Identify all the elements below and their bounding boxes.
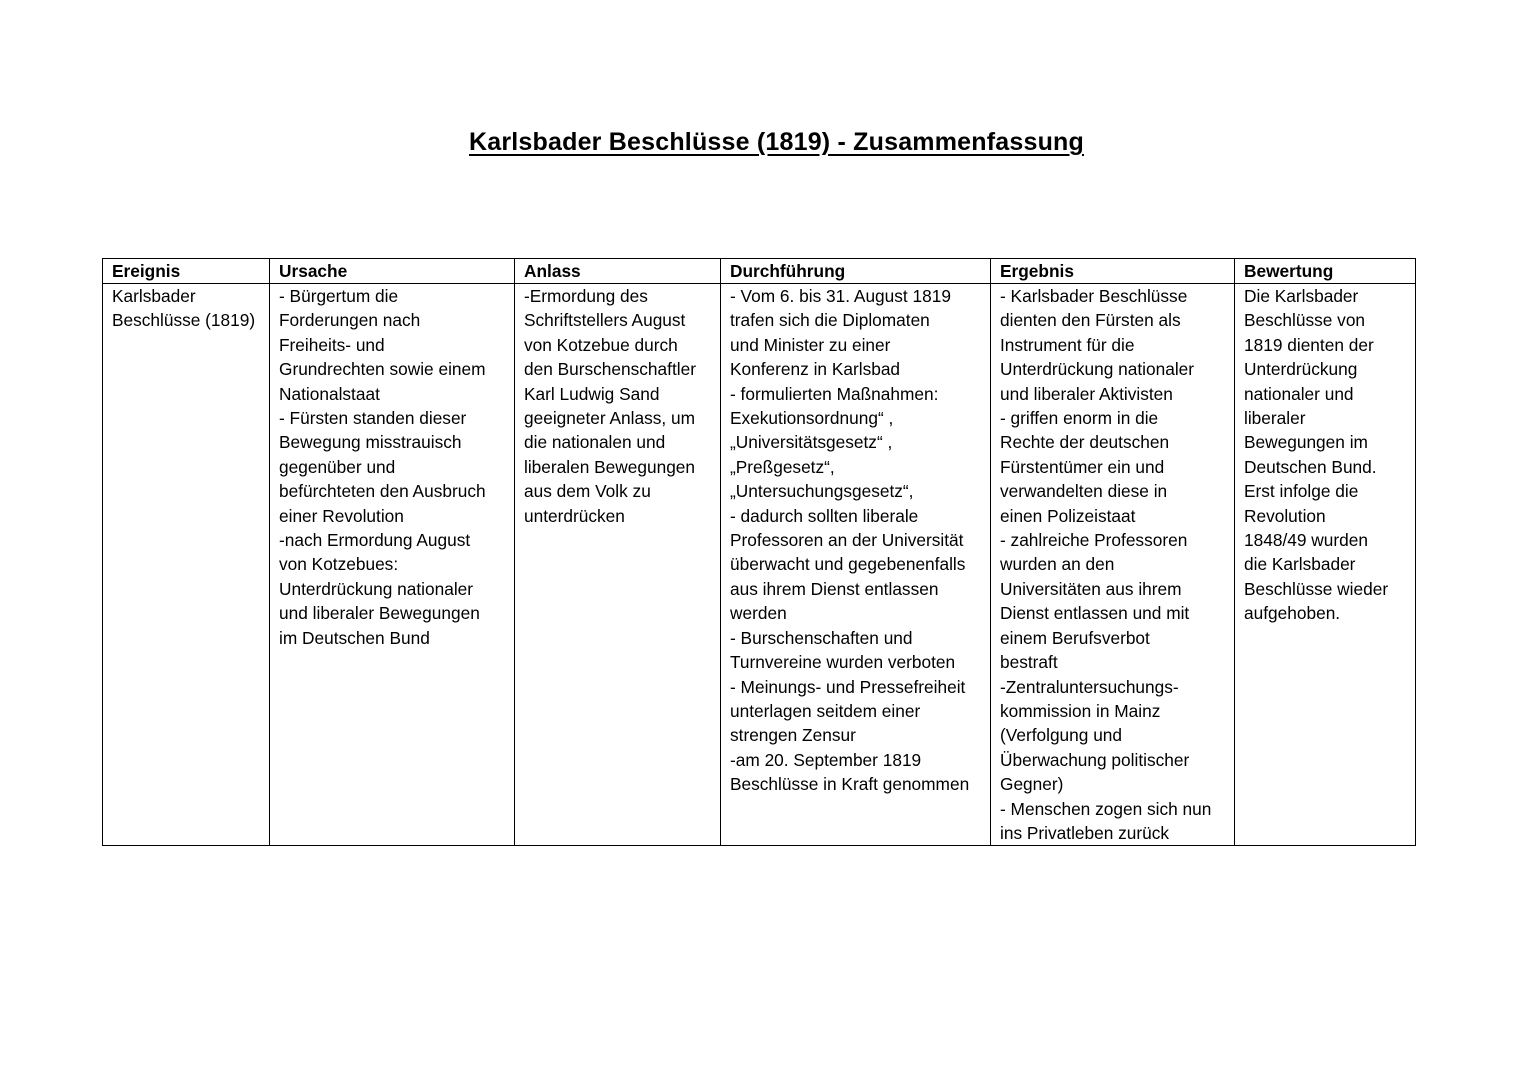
cell-line: -Zentraluntersuchungs- [1000,676,1179,697]
cell-line: bestraft [1000,652,1058,673]
cell-line: - griffen enorm in die [1000,408,1159,429]
cell-line: die Karlsbader [1244,554,1356,575]
cell-line: Fürstentümer ein und [1000,456,1165,477]
cell-line: liberalen Bewegungen [524,456,696,477]
cell-line: Turnvereine wurden verboten [730,652,956,673]
table-header-row [103,259,1416,284]
cell-line: Konferenz in Karlsbad [730,359,901,380]
cell-line: Erst infolge die [1244,481,1359,502]
cell-line: „Untersuchungsgesetz“, [730,481,914,502]
cell-line: Instrument für die [1000,334,1135,355]
cell-line: aus ihrem Dienst entlassen [730,578,939,599]
cell-line: strengen Zensur [730,725,856,746]
cell-line: Beschlüsse in Kraft genommen [730,774,970,795]
header-ereignis: Ereignis [103,259,270,284]
cell-line: befürchteten den Ausbruch [279,481,486,502]
cell-line: einen Polizeistaat [1000,505,1136,526]
cell-line: die nationalen und [524,432,666,453]
cell-line: „Universitätsgesetz“ , [730,432,893,453]
cell-line: dienten den Fürsten als [1000,310,1181,331]
cell-line: -Ermordung des [524,286,648,306]
cell-ursache [270,284,515,846]
cell-line: Universitäten aus ihrem [1000,578,1182,599]
cell-line: Freiheits- und [279,334,385,355]
cell-line: - Karlsbader Beschlüsse [1000,286,1188,306]
page-title: Karlsbader Beschlüsse (1819) - Zusammenfassung [469,128,1084,156]
header-ursache: Ursache [270,259,515,284]
table-row [103,284,1416,846]
cell-line: Exekutionsordnung“ , [730,408,894,429]
cell-line: 1819 dienten der [1244,334,1374,355]
cell-anlass [515,284,721,846]
cell-line: liberaler [1244,408,1306,429]
cell-line: - dadurch sollten liberale [730,505,919,526]
cell-line: Beschlüsse wieder [1244,578,1389,599]
cell-line: - Bürgertum die [279,286,399,306]
cell-line: von Kotzebue durch [524,334,678,355]
cell-line: Bewegungen im [1244,432,1368,453]
cell-line: (Verfolgung und [1000,725,1123,746]
cell-ergebnis [991,284,1235,846]
cell-line: verwandelten diese in [1000,481,1168,502]
cell-line: 1848/49 wurden [1244,530,1368,551]
cell-line: Professoren an der Universität [730,530,964,551]
cell-line: im Deutschen Bund [279,627,430,648]
cell-line: Gegner) [1000,774,1064,795]
cell-line: - Fürsten standen dieser [279,408,467,429]
cell-line: kommission in Mainz [1000,700,1161,721]
cell-line: aus dem Volk zu [524,481,651,502]
cell-line: von Kotzebues: [279,554,399,575]
cell-line: den Burschenschaftler [524,359,696,380]
cell-line: - zahlreiche Professoren [1000,530,1188,551]
cell-line: überwacht und gegebenenfalls [730,554,966,575]
cell-line: Überwachung politischer [1000,749,1190,770]
cell-line: - Vom 6. bis 31. August 1819 [730,286,951,306]
cell-line: - Burschenschaften und [730,627,913,648]
cell-durchfuehrung [721,284,991,846]
cell-line: werden [730,603,787,624]
cell-line: ins Privatleben zurück [1000,822,1170,843]
cell-line: gegenüber und [279,456,396,477]
cell-line: Bewegung misstrauisch [279,432,462,453]
cell-line: aufgehoben. [1244,603,1341,624]
cell-line: Unterdrückung nationaler [1000,359,1195,380]
header-ergebnis: Ergebnis [991,259,1235,284]
cell-line: unterlagen seitdem einer [730,700,921,721]
cell-line: Beschlüsse von [1244,310,1366,331]
cell-line: trafen sich die Diplomaten [730,310,930,331]
cell-line: - Menschen zogen sich nun [1000,798,1212,819]
cell-line: Die Karlsbader [1244,286,1359,306]
cell-bewertung [1235,284,1416,846]
cell-line: Forderungen nach [279,310,421,331]
cell-line: einer Revolution [279,505,404,526]
cell-line: Unterdrückung [1244,359,1358,380]
cell-line: Grundrechten sowie einem [279,359,486,380]
cell-line: Beschlüsse (1819) [112,310,256,331]
cell-line: wurden an den [1000,554,1115,575]
cell-line: Rechte der deutschen [1000,432,1170,453]
cell-line: Deutschen Bund. [1244,456,1377,477]
header-durchfuehrung: Durchführung [721,259,991,284]
cell-line: Dienst entlassen und mit [1000,603,1190,624]
cell-line: Karl Ludwig Sand [524,383,660,404]
header-bewertung: Bewertung [1235,259,1416,284]
cell-line: Unterdrückung nationaler [279,578,474,599]
cell-line: - formulierten Maßnahmen: [730,383,939,404]
cell-line: nationaler und [1244,383,1354,404]
cell-line: und liberaler Bewegungen [279,603,480,624]
cell-line: -nach Ermordung August [279,530,471,551]
cell-line: - Meinungs- und Pressefreiheit [730,676,966,697]
cell-line: unterdrücken [524,505,625,526]
header-anlass: Anlass [515,259,721,284]
cell-line: und liberaler Aktivisten [1000,383,1173,404]
cell-line: Revolution [1244,505,1326,526]
cell-line: Karlsbader [112,286,196,306]
cell-ereignis [103,284,270,846]
cell-line: Nationalstaat [279,383,380,404]
cell-line: „Preßgesetz“, [730,456,835,477]
cell-line: und Minister zu einer [730,334,891,355]
cell-line: Schriftstellers August [524,310,686,331]
cell-line: geeigneter Anlass, um [524,408,695,429]
summary-table [102,258,1416,846]
cell-line: -am 20. September 1819 [730,749,922,770]
cell-line: einem Berufsverbot [1000,627,1150,648]
